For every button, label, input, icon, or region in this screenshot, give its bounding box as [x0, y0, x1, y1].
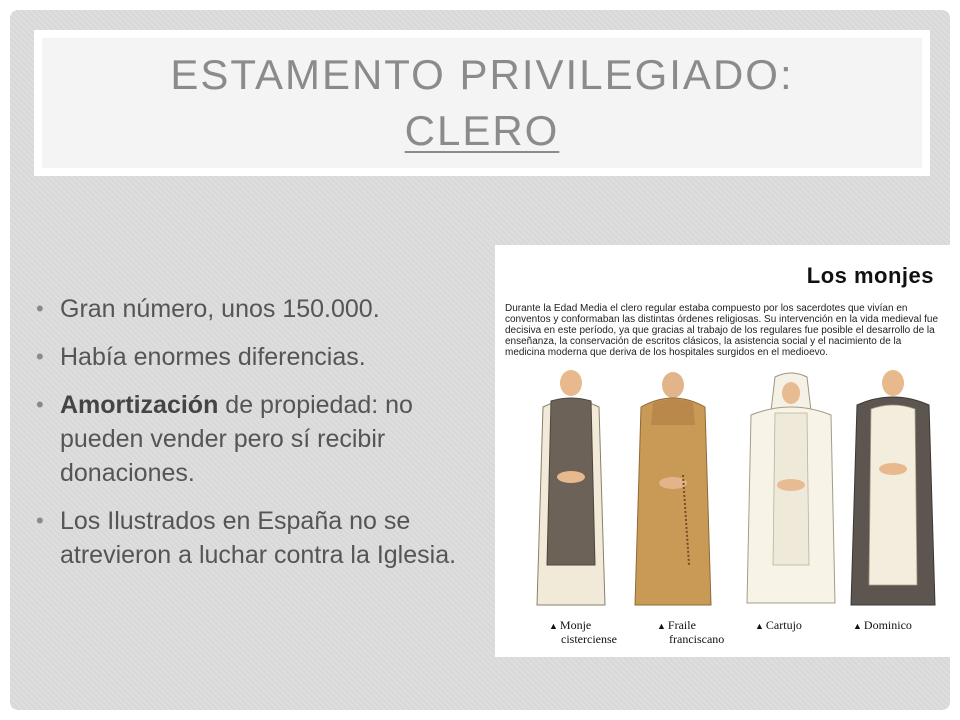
caption-cisterciense	[549, 619, 617, 646]
caption-cartujo	[755, 619, 802, 633]
triangle-icon: ▲	[549, 621, 558, 631]
cistercian-monk-figure	[537, 370, 605, 605]
slide-title: ESTAMENTO PRIVILEGIADO:	[170, 51, 794, 98]
caption-line: franciscano	[669, 632, 725, 646]
bullet-item	[24, 388, 494, 490]
dominican-friar-figure	[851, 370, 935, 605]
caption-line: Monje	[559, 618, 592, 632]
figure-captions	[519, 617, 949, 653]
bullet-list	[24, 292, 494, 586]
panel-description: Durante la Edad Media el clero regular estaba compuesto por los sacerdotes que vivían en conventos y conformaban las distintas órdenes religiosas. Su intervención en la vida medieval fue decisiva en este período, ya que gracias al trabajo de los regulares fue posible el desarrollo de la enseñanza, la conservación de escritos clásicos, la asistencia social y el nacimiento de la medicina moderna que deriva de los hospitales surgidos en el medioevo.	[505, 303, 939, 358]
franciscan-friar-figure	[635, 372, 711, 605]
slide-title-link[interactable]: CLERO	[404, 107, 560, 154]
bullet-item	[24, 340, 494, 374]
bullet-dot-icon: •	[36, 508, 44, 533]
triangle-icon: ▲	[657, 621, 666, 631]
caption-line: cisterciense	[561, 632, 617, 646]
caption-line: Fraile	[667, 618, 696, 632]
triangle-icon: ▲	[755, 621, 764, 631]
panel-title: Los monjes	[806, 263, 934, 288]
bullet-dot-icon: •	[36, 392, 44, 417]
caption-line: Cartujo	[765, 618, 802, 632]
title-frame	[34, 30, 930, 176]
bullet-item	[24, 292, 494, 326]
monks-illustration-panel	[495, 245, 952, 657]
slide	[10, 10, 950, 710]
bullet-dot-icon: •	[36, 344, 44, 369]
caption-dominico	[853, 619, 912, 633]
caption-line: Dominico	[863, 618, 912, 632]
caption-franciscano	[657, 619, 724, 646]
bullet-text: Los Ilustrados en España no se atrevieron a luchar contra la Iglesia.	[60, 507, 457, 569]
monks-illustration	[513, 365, 937, 615]
bullet-text: de propiedad: no pueden vender pero sí recibir donaciones.	[60, 391, 413, 487]
bullet-text: Había enormes diferencias.	[60, 343, 366, 371]
bullet-text: Gran número, unos 150.000.	[60, 295, 380, 323]
bullet-item	[24, 504, 494, 572]
bullet-bold-term: Amortización	[60, 391, 219, 419]
carthusian-monk-figure	[747, 373, 835, 603]
title-box	[42, 38, 922, 168]
bullet-dot-icon: •	[36, 296, 44, 321]
triangle-icon: ▲	[853, 621, 862, 631]
